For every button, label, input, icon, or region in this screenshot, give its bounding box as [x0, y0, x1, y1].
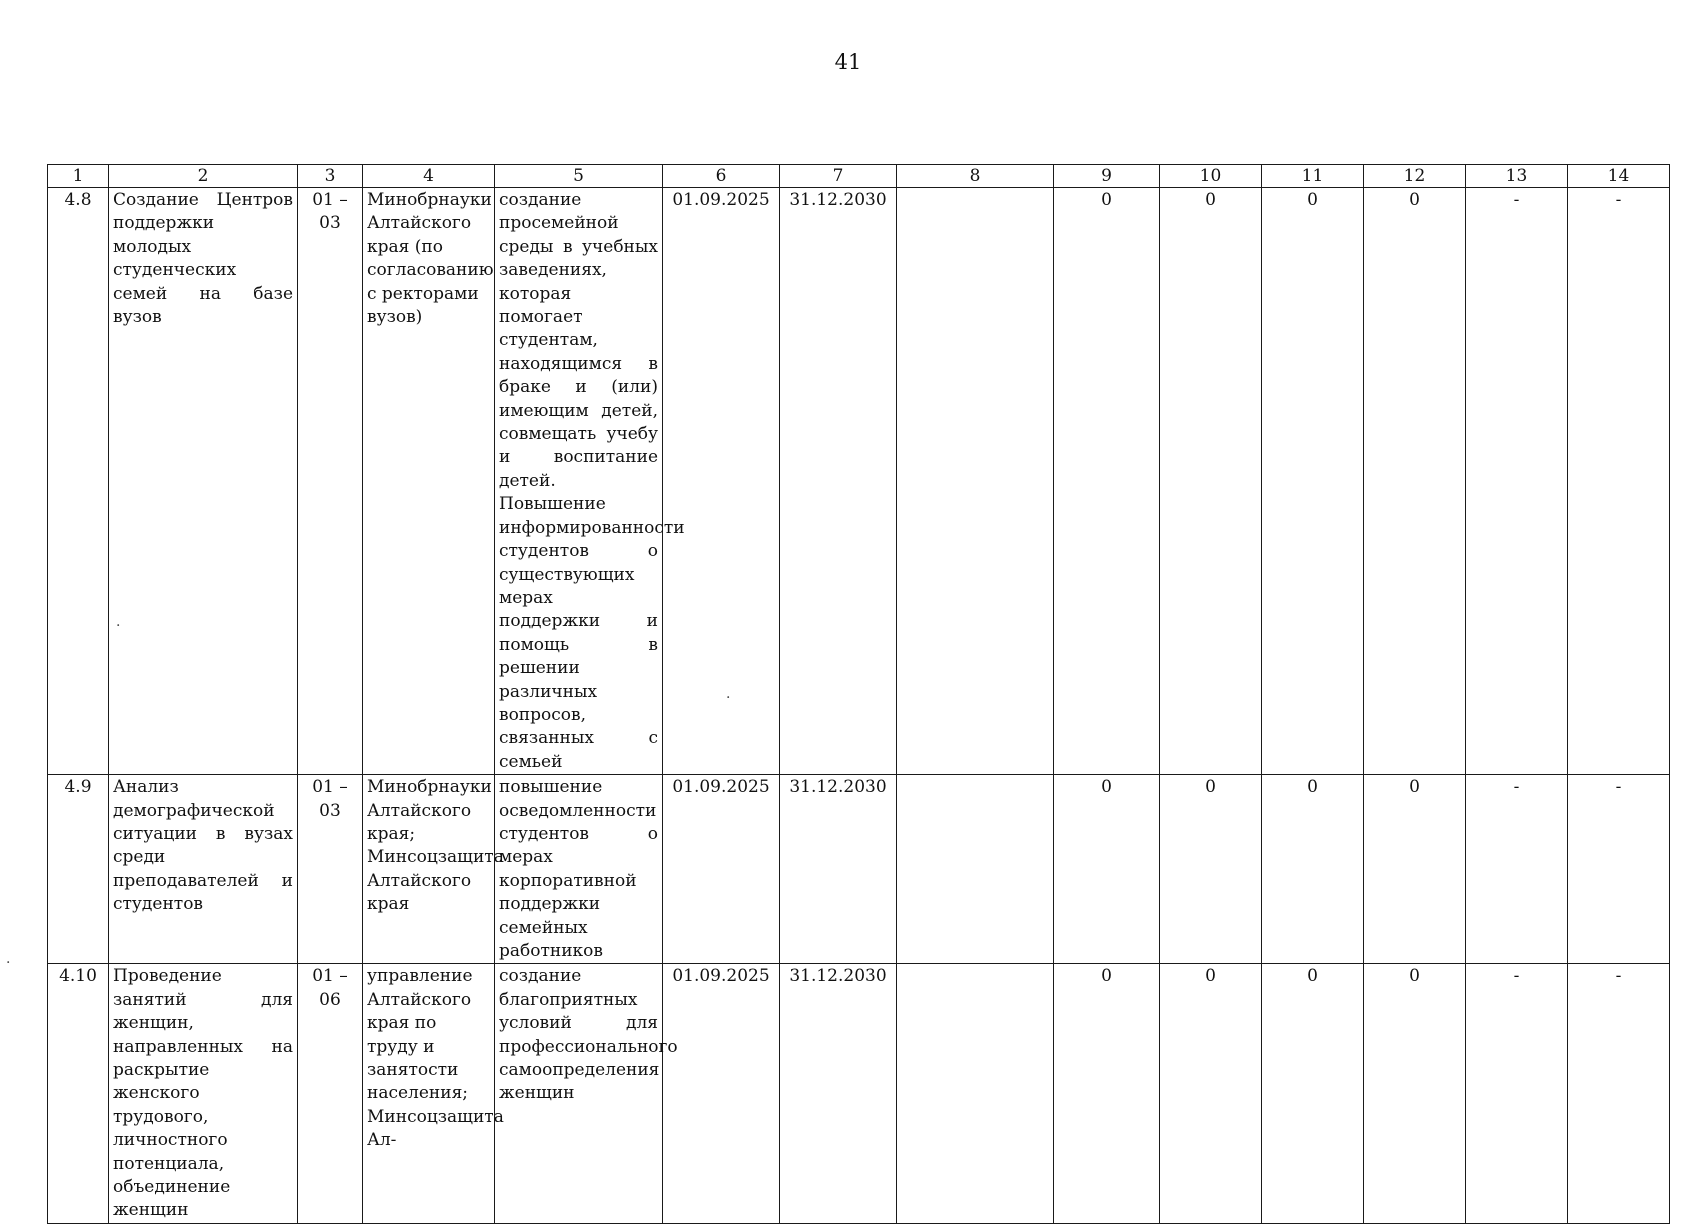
- item-number: 4.8: [48, 188, 109, 775]
- column-header: 4: [363, 165, 495, 188]
- expected-result: создание благоприятных условий для профессионального самоопределения женщин: [495, 964, 663, 1223]
- item-number: 4.9: [48, 775, 109, 964]
- cell-col-11: 0: [1262, 964, 1364, 1223]
- cell-col-8: [897, 188, 1054, 775]
- column-header: 7: [780, 165, 897, 188]
- cell-col-9: 0: [1054, 775, 1160, 964]
- cell-col-9: 0: [1054, 964, 1160, 1223]
- column-header: 5: [495, 165, 663, 188]
- item-number: 4.10: [48, 964, 109, 1223]
- column-header: 13: [1466, 165, 1568, 188]
- cell-col-13: -: [1466, 775, 1568, 964]
- column-header: 6: [663, 165, 780, 188]
- column-header: 8: [897, 165, 1054, 188]
- cell-col-13: -: [1466, 188, 1568, 775]
- scan-speck: ·: [116, 618, 121, 634]
- table-row: [48, 964, 1670, 1223]
- column-header: 1: [48, 165, 109, 188]
- scan-speck: ·: [726, 690, 731, 706]
- cell-col-8: [897, 775, 1054, 964]
- responsible-executor: Минобрнауки Алтайского края (по согласованию с ректорами вузов): [363, 188, 495, 775]
- end-date: 31.12.2030: [780, 188, 897, 775]
- cell-col-10: 0: [1160, 188, 1262, 775]
- column-header: 2: [109, 165, 298, 188]
- column-header: 12: [1364, 165, 1466, 188]
- column-header: 14: [1568, 165, 1670, 188]
- measure-period: 01 – 03: [298, 775, 363, 964]
- cell-col-14: -: [1568, 775, 1670, 964]
- measure-period: 01 – 03: [298, 188, 363, 775]
- measures-table: [47, 164, 1670, 1224]
- cell-col-12: 0: [1364, 964, 1466, 1223]
- page-number: 41: [834, 50, 862, 74]
- column-header: 10: [1160, 165, 1262, 188]
- start-date: 01.09.2025: [663, 775, 780, 964]
- cell-col-12: 0: [1364, 775, 1466, 964]
- cell-col-14: -: [1568, 188, 1670, 775]
- cell-col-13: -: [1466, 964, 1568, 1223]
- start-date: 01.09.2025: [663, 964, 780, 1223]
- measure-name: Анализ демографической ситуации в вузах среди преподавателей и студентов: [109, 775, 298, 964]
- responsible-executor: Минобрнауки Алтайского края; Минсоцзащита Алтайского края: [363, 775, 495, 964]
- expected-result: создание просемейной среды в учебных заведениях, которая помогает студентам, находящимся в браке и (или) имеющим детей, совмещать учебу и воспитание детей. Повышение информированности студентов о существующих мерах поддержки и помощь в решении различных вопросов, связанных с семьей: [495, 188, 663, 775]
- end-date: 31.12.2030: [780, 964, 897, 1223]
- cell-col-12: 0: [1364, 188, 1466, 775]
- cell-col-10: 0: [1160, 964, 1262, 1223]
- measure-name: Создание Центров поддержки молодых студенческих семей на базе вузов: [109, 188, 298, 775]
- measure-name: Проведение занятий для женщин, направленных на раскрытие женского трудового, личностного потенциала, объединение женщин: [109, 964, 298, 1223]
- cell-col-9: 0: [1054, 188, 1160, 775]
- column-header: 9: [1054, 165, 1160, 188]
- table-row: [48, 188, 1670, 775]
- column-header: 11: [1262, 165, 1364, 188]
- cell-col-10: 0: [1160, 775, 1262, 964]
- column-number-row: [48, 165, 1670, 188]
- column-header: 3: [298, 165, 363, 188]
- cell-col-11: 0: [1262, 775, 1364, 964]
- start-date: 01.09.2025: [663, 188, 780, 775]
- scan-speck: ·: [6, 955, 11, 971]
- expected-result: повышение осведомленности студентов о мерах корпоративной поддержки семейных работников: [495, 775, 663, 964]
- table-row: [48, 775, 1670, 964]
- cell-col-14: -: [1568, 964, 1670, 1223]
- responsible-executor: управление Алтайского края по труду и занятости населения; Минсоцзащита Ал-: [363, 964, 495, 1223]
- end-date: 31.12.2030: [780, 775, 897, 964]
- measure-period: 01 – 06: [298, 964, 363, 1223]
- cell-col-11: 0: [1262, 188, 1364, 775]
- cell-col-8: [897, 964, 1054, 1223]
